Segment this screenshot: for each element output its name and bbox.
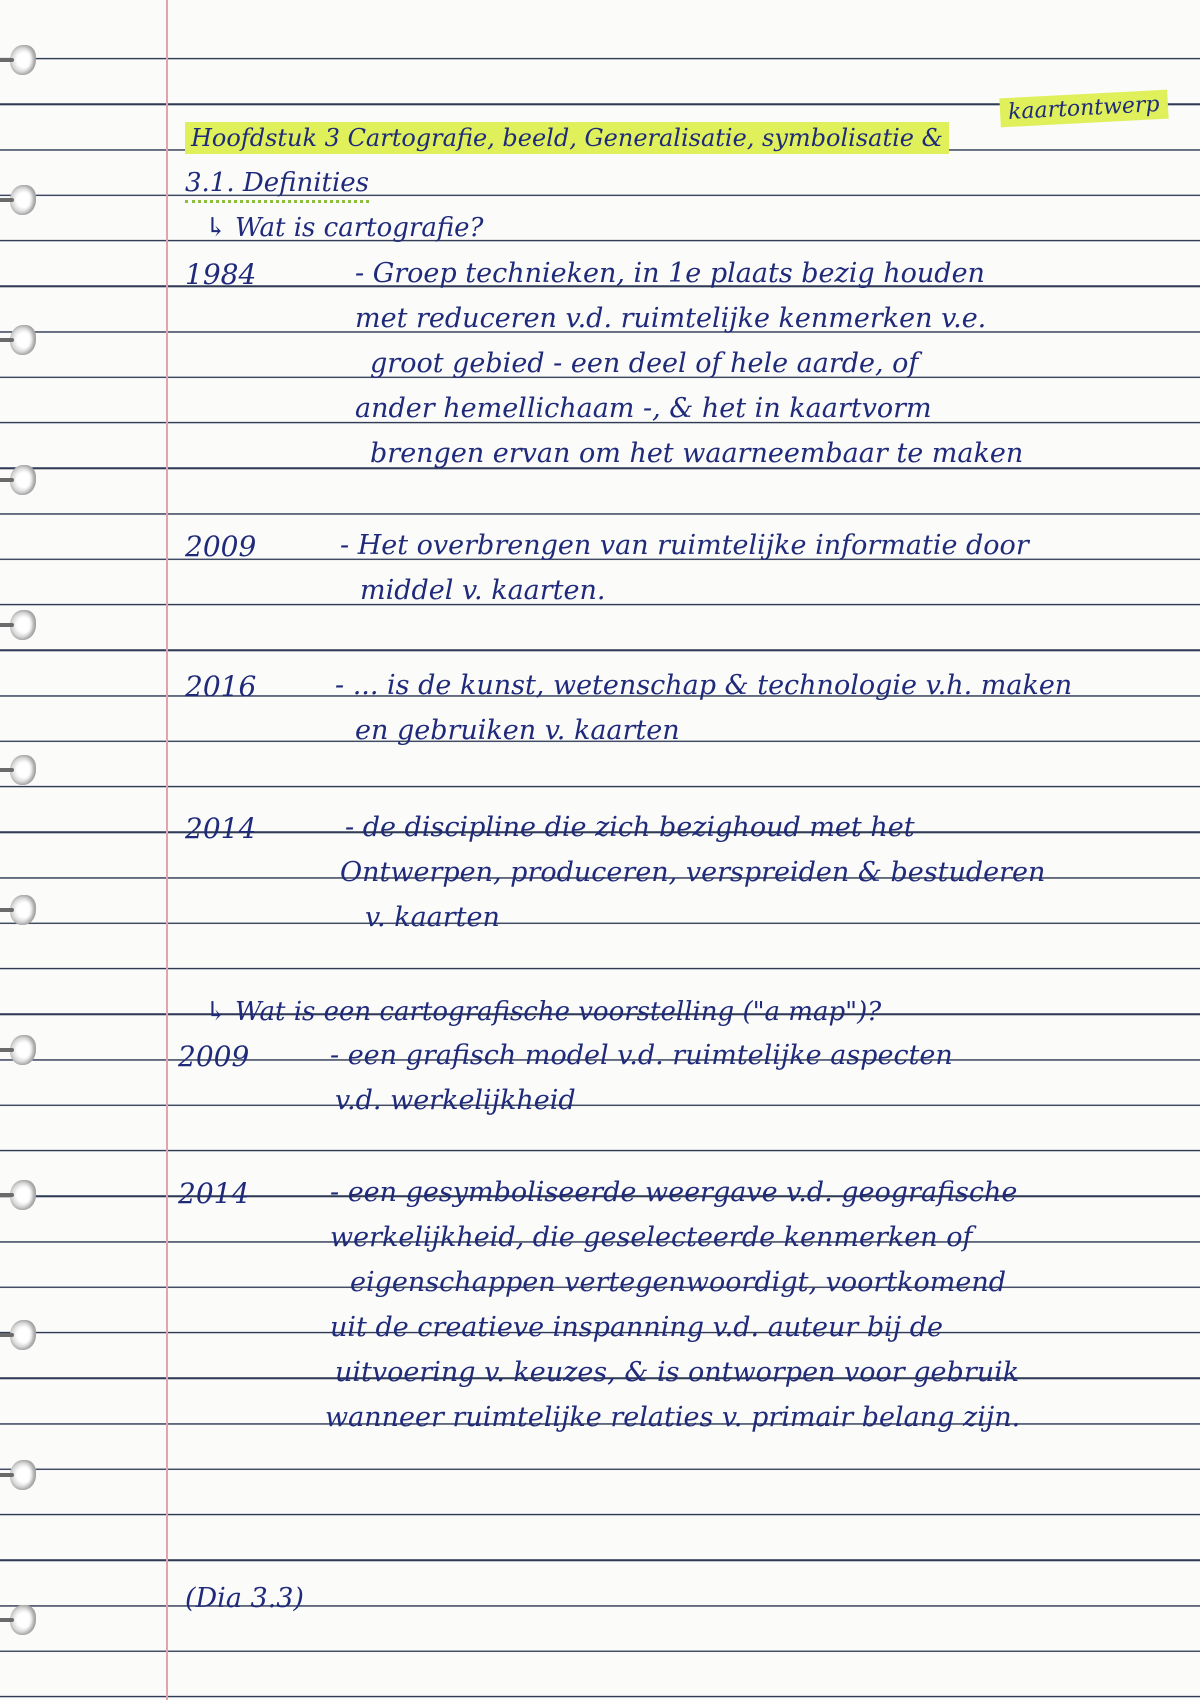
- definition-line: - Het overbrengen van ruimtelijke informatie door: [340, 530, 1029, 561]
- margin-line: [166, 0, 168, 1700]
- definition-line: - een grafisch model v.d. ruimtelijke aspecten: [330, 1040, 953, 1071]
- definition-year: 2016: [185, 670, 257, 703]
- definition-line: ander hemellichaam -, & het in kaartvorm: [355, 393, 932, 424]
- definition-line: werkelijkheid, die geselecteerde kenmerken of: [330, 1222, 973, 1253]
- binder-hole-icon: [10, 1180, 36, 1210]
- binder-hole-icon: [10, 325, 36, 355]
- definition-line: - de discipline die zich bezighoud met het: [345, 812, 915, 843]
- topic-tag: kaartontwerp: [999, 90, 1168, 128]
- definition-line: middel v. kaarten.: [360, 575, 606, 606]
- binder-hole-icon: [10, 610, 36, 640]
- binder-hole-icon: [10, 755, 36, 785]
- question-map: ↳ Wat is een cartografische voorstelling ("a map")?: [205, 997, 882, 1027]
- definition-year: 2014: [185, 812, 257, 845]
- binder-hole-icon: [10, 45, 36, 75]
- definition-line: Ontwerpen, produceren, verspreiden & bestuderen: [340, 857, 1046, 888]
- definition-line: v.d. werkelijkheid: [335, 1085, 576, 1116]
- binder-hole-icon: [10, 1320, 36, 1350]
- binder-hole-icon: [10, 465, 36, 495]
- slide-reference: (Dia 3.3): [185, 1583, 304, 1614]
- definition-year: 2014: [178, 1177, 250, 1210]
- definition-line: met reduceren v.d. ruimtelijke kenmerken v.e.: [355, 303, 987, 334]
- definition-year: 2009: [185, 530, 257, 563]
- definition-line: brengen ervan om het waarneembaar te maken: [370, 438, 1024, 469]
- section-heading: 3.1. Definities: [185, 168, 369, 203]
- definition-line: - ... is de kunst, wetenschap & technologie v.h. maken: [335, 670, 1073, 701]
- definition-line: uit de creatieve inspanning v.d. auteur bij de: [330, 1312, 944, 1343]
- binder-hole-icon: [10, 1035, 36, 1065]
- question-cartography: ↳ Wat is cartografie?: [205, 213, 484, 243]
- definition-line: uitvoering v. keuzes, & is ontworpen voor gebruik: [335, 1357, 1020, 1388]
- binder-hole-icon: [10, 1605, 36, 1635]
- binder-hole-icon: [10, 1460, 36, 1490]
- definition-line: en gebruiken v. kaarten: [355, 715, 680, 746]
- definition-line: - een gesymboliseerde weergave v.d. geografische: [330, 1177, 1018, 1208]
- binder-hole-icon: [10, 185, 36, 215]
- definition-line: - Groep technieken, in 1e plaats bezig houden: [355, 258, 985, 289]
- binder-hole-icon: [10, 895, 36, 925]
- definition-line: v. kaarten: [365, 902, 500, 933]
- definition-line: groot gebied - een deel of hele aarde, of: [370, 348, 919, 379]
- definition-line: wanneer ruimtelijke relaties v. primair belang zijn.: [325, 1402, 1021, 1433]
- definition-year: 2009: [178, 1040, 250, 1073]
- chapter-title: Hoofdstuk 3 Cartografie, beeld, Generalisatie, symbolisatie &: [185, 122, 949, 154]
- definition-line: eigenschappen vertegenwoordigt, voortkomend: [350, 1267, 1007, 1298]
- definition-year: 1984: [185, 258, 257, 291]
